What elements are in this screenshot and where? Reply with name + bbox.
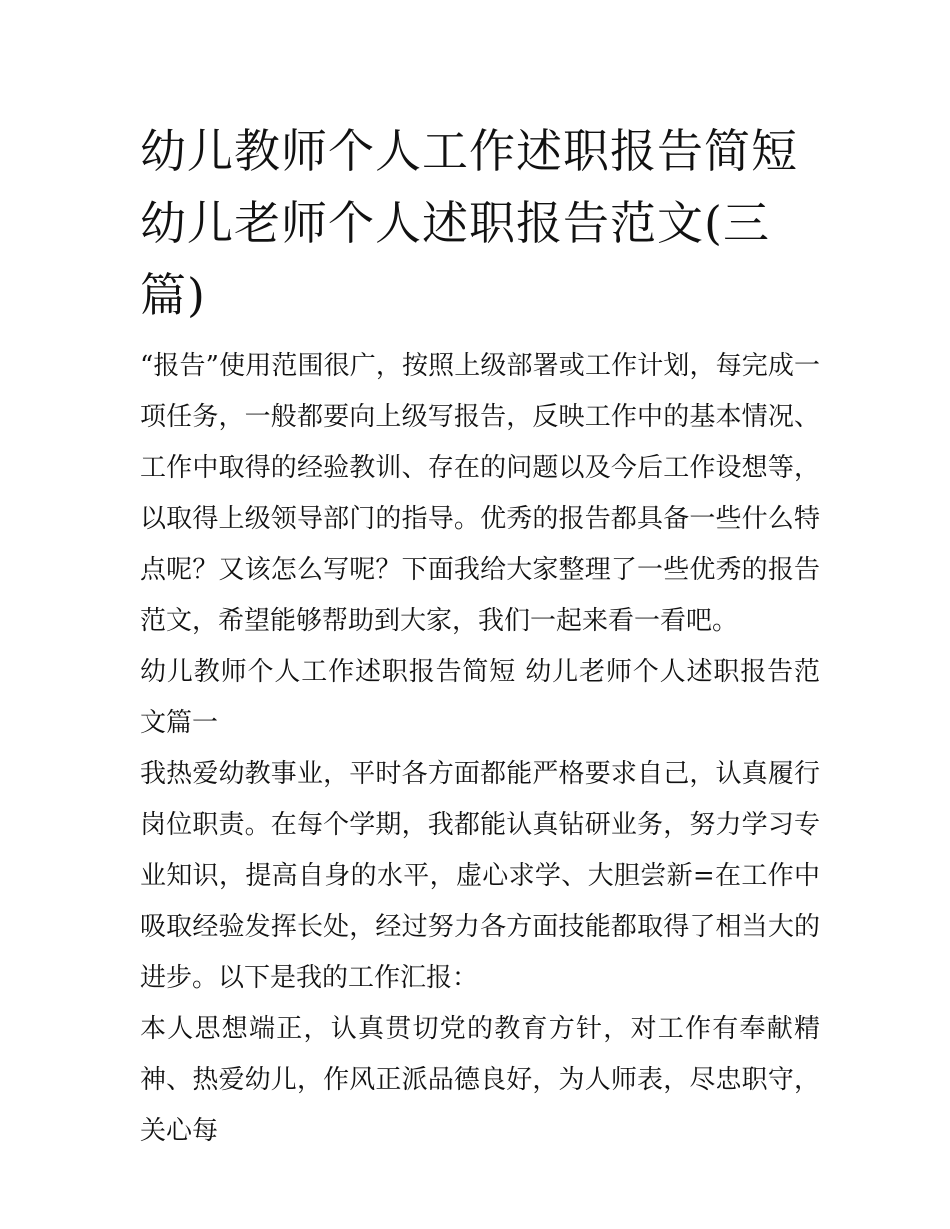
document-body <box>140 341 820 1157</box>
body-paragraph-1: 我热爱幼教事业，平时各方面都能严格要求自己，认真履行岗位职责。在每个学期，我都能认真钻研业务，努力学习专业知识，提高自身的水平，虚心求学、大胆尝新=在工作中吸取经验发挥长处，经过努力各方面技能都取得了相当大的进步。以下是我的工作汇报： <box>140 759 820 993</box>
section-heading-1: 幼儿教师个人工作述职报告简短 幼儿老师个人述职报告范文篇一 <box>140 657 820 738</box>
body-paragraph-2: 本人思想端正，认真贯切党的教育方针，对工作有奉献精神、热爱幼儿，作风正派品德良好，为人师表，尽忠职守，关心每 <box>140 1014 820 1146</box>
document-title: 幼儿教师个人工作述职报告简短 幼儿老师个人述职报告范文(三篇) <box>140 124 798 322</box>
document-content <box>140 115 820 1157</box>
intro-paragraph: “报告”使用范围很广，按照上级部署或工作计划，每完成一项任务，一般都要向上级写报告，反映工作中的基本情况、工作中取得的经验教训、存在的问题以及今后工作设想等，以取得上级领导部门的指导。优秀的报告都具备一些什么特点呢？又该怎么写呢？下面我给大家整理了一些优秀的报告范文，希望能够帮助到大家，我们一起来看一看吧。 <box>140 351 820 636</box>
